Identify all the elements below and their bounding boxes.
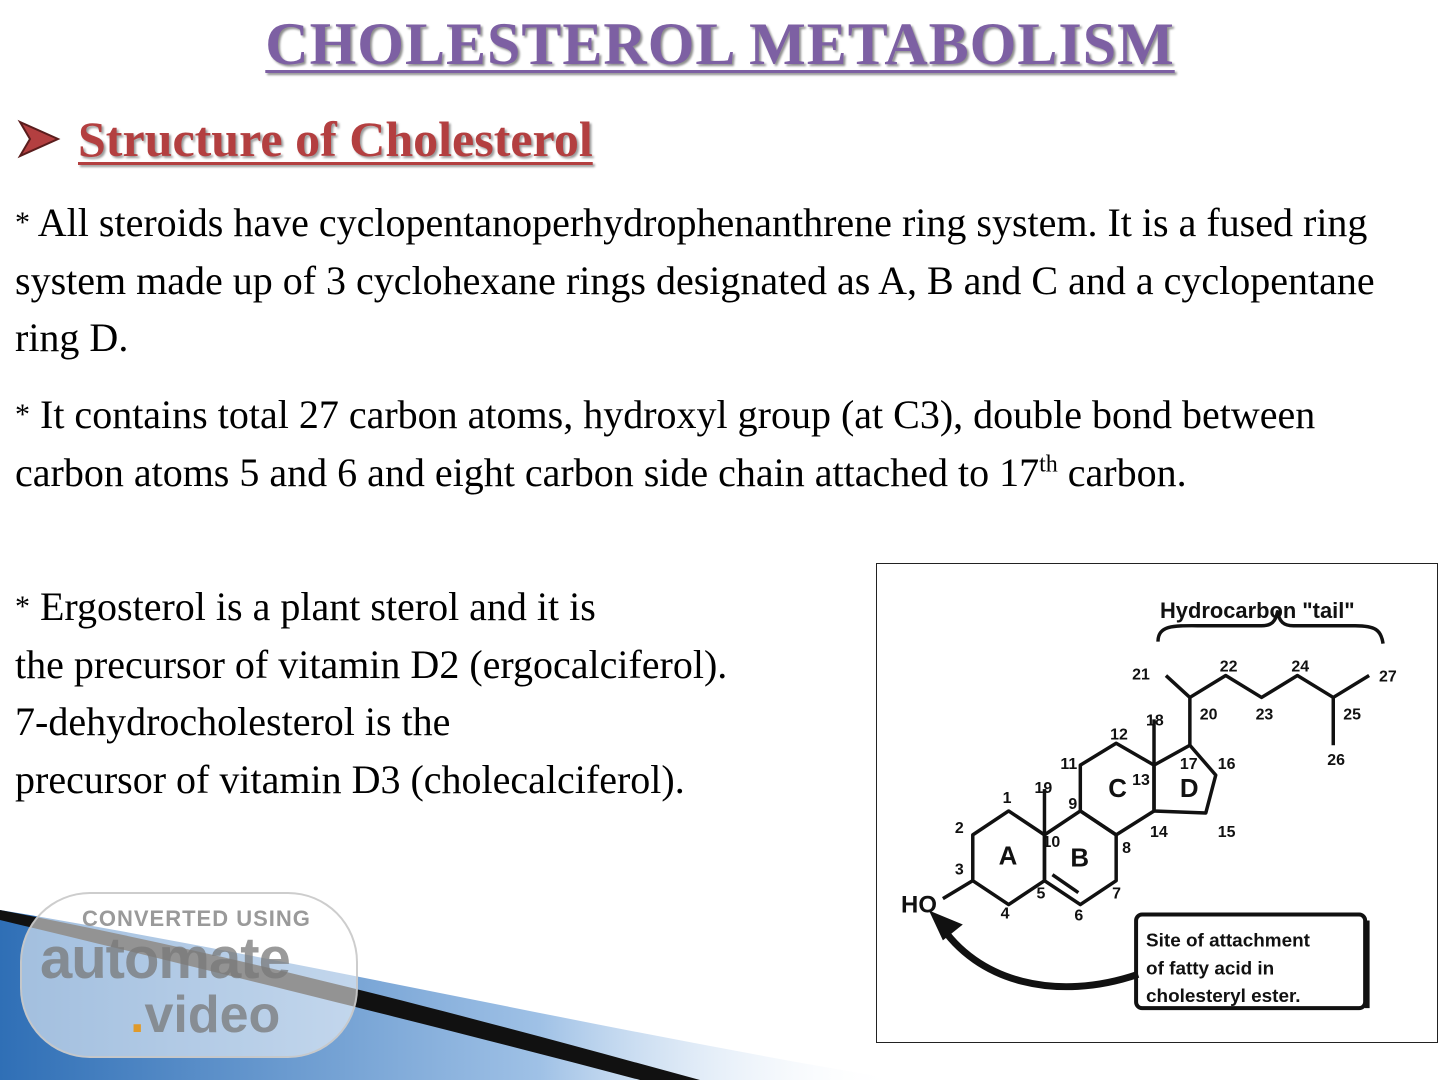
carbon-4-label: 4 xyxy=(1000,905,1010,923)
carbon-6-label: 6 xyxy=(1074,907,1084,925)
carbon-15-label: 15 xyxy=(1217,823,1236,841)
carbon-2-label: 2 xyxy=(954,819,964,837)
paragraph-carbon-atoms: * It contains total 27 carbon atoms, hydroxyl group (at C3), double bond between carbon atoms 5 and 6 and eight carbon side chain attached to 17th carbon. xyxy=(15,392,1316,495)
carbon-7-label: 7 xyxy=(1112,885,1122,903)
cholesterol-structure-diagram xyxy=(877,564,1437,1042)
carbon-20-label: 20 xyxy=(1199,706,1218,724)
carbon-17-label: 17 xyxy=(1179,756,1198,774)
paragraph-ring-system: * All steroids have cyclopentanoperhydrophenanthrene ring system. It is a fused ring system made up of 3 cyclohexane rings designated as A, B and C and a cyclopentane ring D. xyxy=(15,200,1375,361)
section-heading xyxy=(16,104,593,174)
watermark-logo-text: automate xyxy=(40,926,290,991)
callout-line-1: Site of attachment xyxy=(1146,930,1310,952)
arrowhead-bullet-icon xyxy=(16,116,62,162)
ring-d-label: D xyxy=(1179,775,1199,804)
carbon-26-label: 26 xyxy=(1327,752,1346,770)
cholesterol-structure-figure xyxy=(876,563,1438,1043)
carbon-25-label: 25 xyxy=(1343,706,1361,724)
carbon-18-label: 18 xyxy=(1146,712,1164,730)
watermark-logo-text-2: .video xyxy=(130,986,281,1044)
ring-c-label: C xyxy=(1108,775,1127,804)
tail-label: Hydrocarbon "tail" xyxy=(1159,597,1355,623)
callout-line-2: of fatty acid in xyxy=(1146,958,1275,980)
carbon-1-label: 1 xyxy=(1002,790,1012,807)
carbon-12-label: 12 xyxy=(1110,726,1128,744)
paragraph-ergosterol: * Ergosterol is a plant sterol and it is the precursor of vitamin D2 (ergocalciferol). 7-dehydrocholesterol is the precursor of vitamin D3 (cholecalciferol). xyxy=(15,584,728,802)
carbon-8-label: 8 xyxy=(1122,839,1132,857)
carbon-3-label: 3 xyxy=(954,861,964,879)
hydroxyl-label: HO xyxy=(901,891,937,919)
callout-line-3: cholesteryl ester. xyxy=(1146,986,1301,1008)
carbon-5-label: 5 xyxy=(1036,885,1046,903)
carbon-9-label: 9 xyxy=(1068,795,1078,813)
carbon-16-label: 16 xyxy=(1217,756,1236,774)
carbon-11-label: 11 xyxy=(1060,756,1078,774)
ring-a-label: A xyxy=(998,842,1018,871)
section-heading-text: Structure of Cholesterol xyxy=(78,111,593,167)
carbon-19-label: 19 xyxy=(1034,780,1053,798)
carbon-24-label: 24 xyxy=(1291,658,1310,676)
slide-title: CHOLESTEROL METABOLISM xyxy=(265,11,1175,77)
carbon-22-label: 22 xyxy=(1219,658,1238,676)
carbon-10-label: 10 xyxy=(1042,833,1061,851)
carbon-21-label: 21 xyxy=(1132,666,1150,684)
carbon-13-label: 13 xyxy=(1132,772,1150,790)
carbon-14-label: 14 xyxy=(1150,823,1168,841)
carbon-27-label: 27 xyxy=(1379,668,1397,686)
ring-b-label: B xyxy=(1070,844,1090,873)
carbon-23-label: 23 xyxy=(1255,706,1274,724)
watermark-small-text: CONVERTED USING xyxy=(82,906,311,931)
